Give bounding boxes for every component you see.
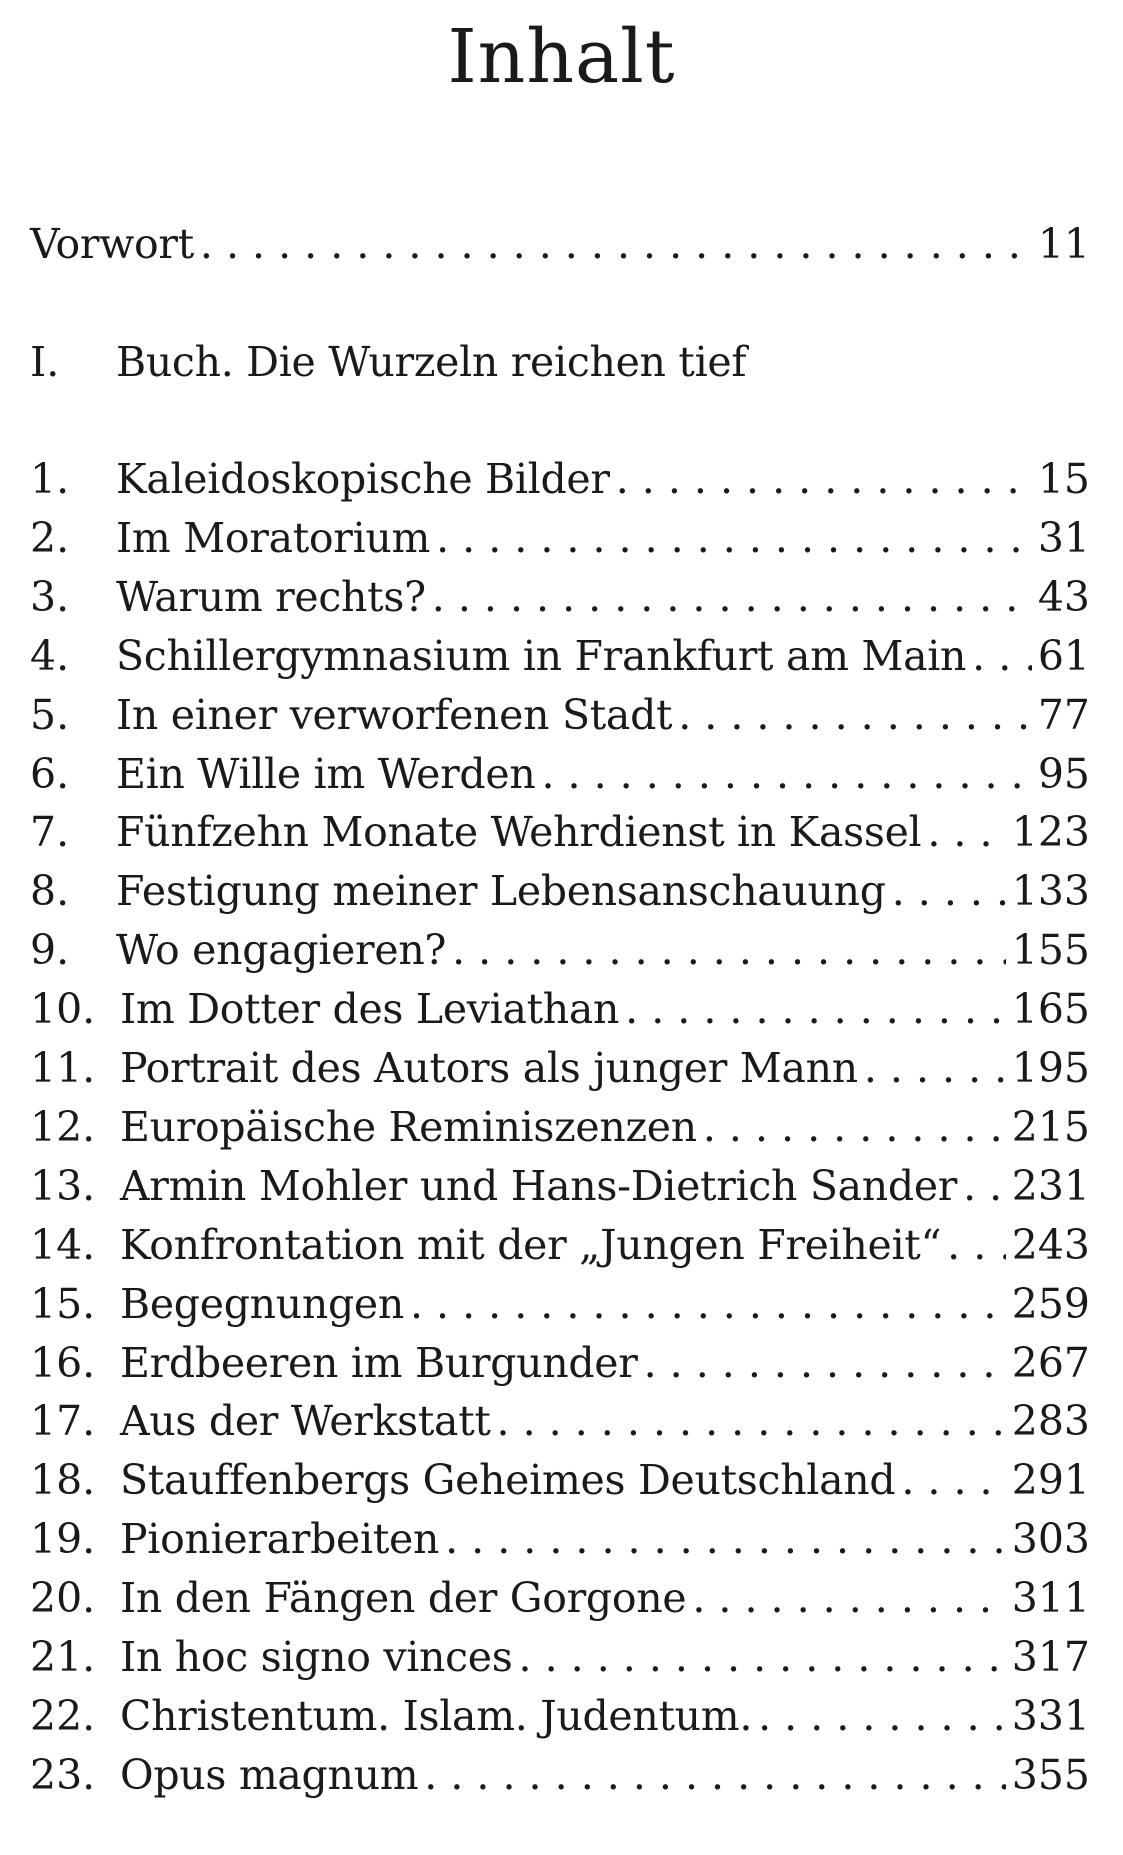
chapter-number: 20. <box>30 1574 96 1622</box>
chapter-title: Festigung meiner Lebensanschauung <box>116 867 886 915</box>
toc-entry-page: 11 <box>1037 220 1090 268</box>
leader-dots <box>692 1569 1005 1627</box>
leader-dots <box>972 627 1032 685</box>
toc-entry <box>30 1746 1090 1804</box>
toc-entry <box>30 1510 1090 1568</box>
chapter-number: 4. <box>30 632 70 680</box>
chapter-page: 43 <box>1037 573 1090 621</box>
chapter-page: 133 <box>1011 867 1090 915</box>
chapter-page: 317 <box>1011 1633 1090 1681</box>
chapter-title: Europäische Reminiszenzen <box>120 1103 697 1151</box>
leader-dots <box>519 1628 1006 1686</box>
book-heading <box>30 333 1090 391</box>
chapter-page: 15 <box>1037 455 1090 503</box>
toc-entry <box>30 862 1090 920</box>
book-title: Buch. Die Wurzeln reichen tief <box>116 338 747 386</box>
leader-dots <box>644 1334 1006 1392</box>
leader-dots <box>625 980 1006 1038</box>
chapter-title: Wo engagieren? <box>116 926 447 974</box>
chapter-number: 16. <box>30 1339 96 1387</box>
toc-entry-preface <box>30 215 1090 273</box>
leader-dots <box>963 1157 1006 1215</box>
chapter-title: Opus magnum <box>120 1751 419 1799</box>
chapter-title: Warum rechts? <box>116 573 426 621</box>
leader-dots <box>703 1098 1006 1156</box>
chapter-page: 303 <box>1011 1515 1090 1563</box>
leader-dots <box>864 1039 1006 1097</box>
chapter-page: 355 <box>1011 1751 1090 1799</box>
chapter-page: 95 <box>1037 750 1090 798</box>
leader-dots <box>616 450 1032 508</box>
chapter-number: 18. <box>30 1456 96 1504</box>
chapter-page: 165 <box>1011 985 1090 1033</box>
chapter-title: Armin Mohler und Hans-Dietrich Sander <box>120 1162 958 1210</box>
toc-entry <box>30 1569 1090 1627</box>
toc-entry <box>30 568 1090 626</box>
chapter-number: 14. <box>30 1221 96 1269</box>
chapter-page: 31 <box>1037 514 1090 562</box>
chapter-title: In den Fängen der Gorgone <box>120 1574 687 1622</box>
leader-dots <box>424 1746 1005 1804</box>
chapter-number: 8. <box>30 867 70 915</box>
chapter-page: 331 <box>1011 1692 1090 1740</box>
chapter-number: 12. <box>30 1103 96 1151</box>
chapter-title: Im Moratorium <box>116 514 431 562</box>
chapter-number: 10. <box>30 985 96 1033</box>
leader-dots <box>927 803 1005 861</box>
toc-entry <box>30 627 1090 685</box>
chapter-number: 2. <box>30 514 70 562</box>
chapter-number: 1. <box>30 455 70 503</box>
leader-dots <box>200 215 1032 273</box>
toc-entry <box>30 803 1090 861</box>
leader-dots <box>497 1392 1006 1450</box>
toc-entry <box>30 509 1090 567</box>
chapter-page: 231 <box>1011 1162 1090 1210</box>
chapter-page: 77 <box>1037 691 1090 739</box>
chapter-title: Fünfzehn Monate Wehrdienst in Kassel <box>116 808 922 856</box>
chapter-title: Ein Wille im Werden <box>116 750 536 798</box>
toc-entry <box>30 1098 1090 1156</box>
chapter-title: Stauffenbergs Geheimes Deutschland <box>120 1456 896 1504</box>
chapter-title: Aus der Werkstatt <box>120 1397 491 1445</box>
leader-dots <box>436 509 1032 567</box>
chapter-number: 11. <box>30 1044 96 1092</box>
toc-entry <box>30 1451 1090 1509</box>
chapter-title: In hoc signo vinces <box>120 1633 513 1681</box>
toc-entry <box>30 1275 1090 1333</box>
chapter-title: In einer verworfenen Stadt <box>116 691 673 739</box>
chapter-number: 7. <box>30 808 70 856</box>
chapter-title: Erdbeeren im Burgunder <box>120 1339 638 1387</box>
toc-entry <box>30 980 1090 1038</box>
chapter-number: 5. <box>30 691 70 739</box>
chapter-page: 311 <box>1011 1574 1090 1622</box>
leader-dots <box>758 1687 1006 1745</box>
page-title: Inhalt <box>447 14 676 100</box>
chapter-number: 19. <box>30 1515 96 1563</box>
toc-entry <box>30 1039 1090 1097</box>
chapter-title: Pionierarbeiten <box>120 1515 440 1563</box>
leader-dots <box>432 568 1032 626</box>
chapter-page: 283 <box>1011 1397 1090 1445</box>
toc-entry <box>30 1216 1090 1274</box>
chapter-page: 155 <box>1011 926 1090 974</box>
toc-entry <box>30 1157 1090 1215</box>
chapter-number: 15. <box>30 1280 96 1328</box>
leader-dots <box>892 862 1006 920</box>
chapter-number: 21. <box>30 1633 96 1681</box>
toc-entry <box>30 745 1090 803</box>
chapter-number: 23. <box>30 1751 96 1799</box>
chapter-page: 123 <box>1011 808 1090 856</box>
chapter-number: 22. <box>30 1692 96 1740</box>
leader-dots <box>410 1275 1006 1333</box>
book-number: I. <box>30 338 60 386</box>
leader-dots <box>678 686 1032 744</box>
toc-entry <box>30 1334 1090 1392</box>
toc-entry-label: Vorwort <box>30 220 194 268</box>
chapter-page: 195 <box>1011 1044 1090 1092</box>
chapter-page: 215 <box>1011 1103 1090 1151</box>
toc-entry <box>30 1687 1090 1745</box>
chapter-page: 259 <box>1011 1280 1090 1328</box>
chapter-page: 267 <box>1011 1339 1090 1387</box>
chapter-page: 61 <box>1037 632 1090 680</box>
toc-entry <box>30 686 1090 744</box>
leader-dots <box>901 1451 1005 1509</box>
chapter-number: 13. <box>30 1162 96 1210</box>
chapter-number: 17. <box>30 1397 96 1445</box>
chapter-title: Konfrontation mit der „Jungen Freiheit“ <box>120 1221 942 1269</box>
chapter-title: Im Dotter des Leviathan <box>120 985 620 1033</box>
chapter-title: Portrait des Autors als junger Mann <box>120 1044 858 1092</box>
chapter-number: 3. <box>30 573 70 621</box>
leader-dots <box>452 921 1006 979</box>
toc-entry <box>30 450 1090 508</box>
chapter-title: Schillergymnasium in Frankfurt am Main <box>116 632 967 680</box>
leader-dots <box>541 745 1031 803</box>
leader-dots <box>445 1510 1006 1568</box>
leader-dots <box>947 1216 1006 1274</box>
chapter-title: Begegnungen <box>120 1280 404 1328</box>
chapter-number: 9. <box>30 926 70 974</box>
chapter-page: 243 <box>1011 1221 1090 1269</box>
chapter-title: Christentum. Islam. Judentum. <box>120 1692 753 1740</box>
chapter-title: Kaleidoskopische Bilder <box>116 455 610 503</box>
chapter-number: 6. <box>30 750 70 798</box>
chapter-page: 291 <box>1011 1456 1090 1504</box>
toc-entry <box>30 1392 1090 1450</box>
toc-entry <box>30 921 1090 979</box>
toc-entry <box>30 1628 1090 1686</box>
